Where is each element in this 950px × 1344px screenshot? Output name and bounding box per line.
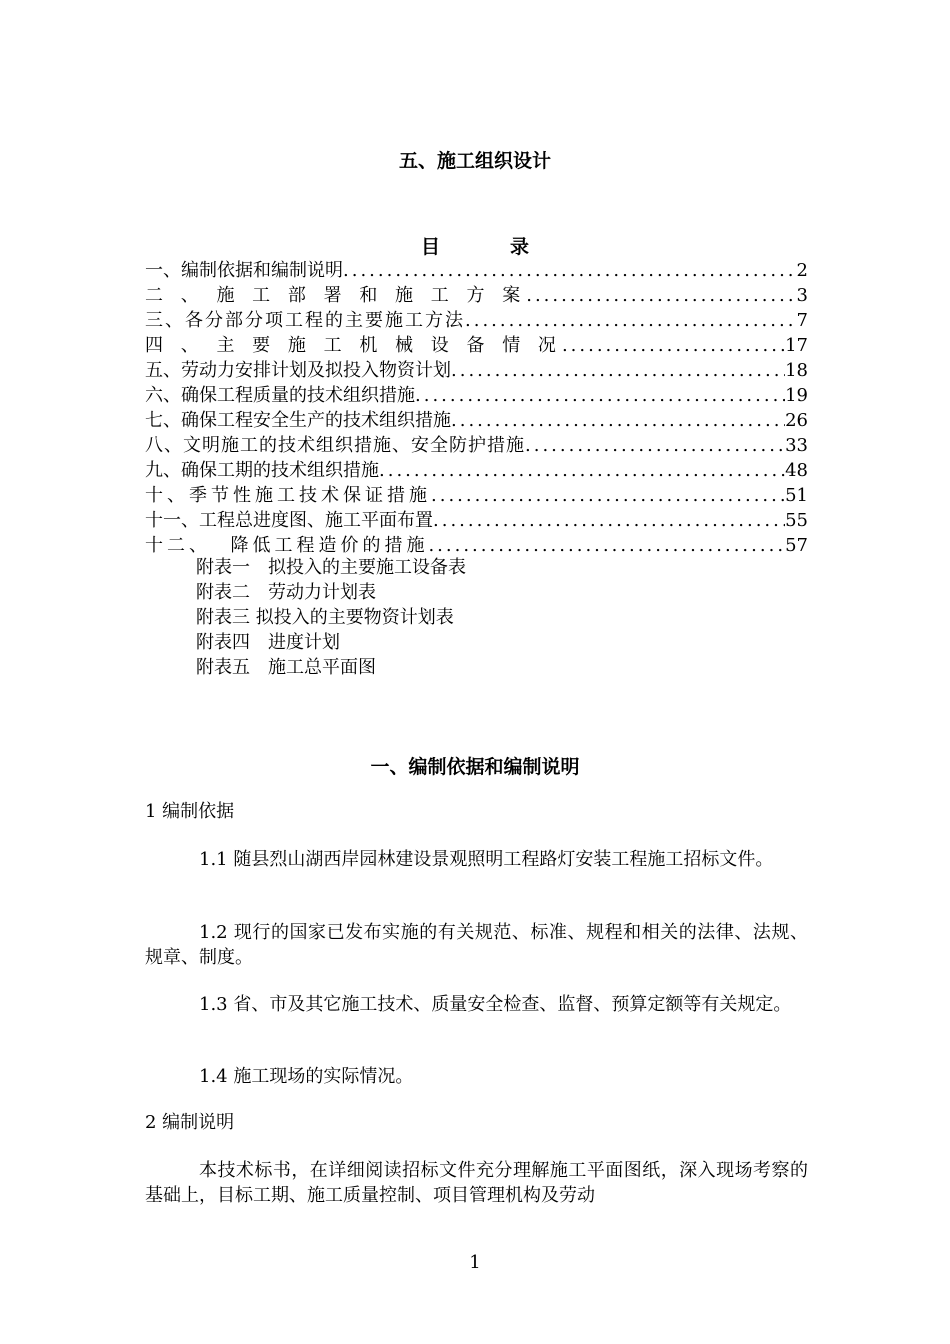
toc-leader-dots <box>415 383 785 408</box>
toc-entry-label: 六、确保工程质量的技术组织措施 <box>145 385 415 406</box>
toc-leader-dots <box>465 308 797 333</box>
toc-entry-page: 48 <box>785 460 808 481</box>
toc-entry-page: 19 <box>785 385 808 406</box>
toc-entry-label: 五、劳动力安排计划及拟投入物资计划 <box>145 360 451 381</box>
table-of-contents <box>145 258 808 558</box>
toc-entry[interactable] <box>145 408 808 433</box>
toc-entry[interactable] <box>145 458 808 483</box>
toc-entry-page: 7 <box>796 310 808 331</box>
toc-entry-label: 四 、 主 要 施 工 机 械 设 备 情 况 <box>145 335 562 356</box>
toc-leader-dots <box>431 483 785 508</box>
toc-leader-dots <box>525 433 785 458</box>
subheading-notes: 2 编制说明 <box>145 1112 235 1133</box>
paragraph-2-1: 本技术标书，在详细阅读招标文件充分理解施工平面图纸，深入现场考察的基础上，目标工期、施工质量控制、项目管理机构及劳动 <box>145 1160 808 1206</box>
toc-entry-page: 33 <box>785 435 808 456</box>
toc-entry-label: 十二、 降低工程造价的措施 <box>145 535 429 556</box>
paragraph-1-2: 1.2 现行的国家已发布实施的有关规范、标准、规程和相关的法律、法规、规章、制度。 <box>145 922 808 968</box>
toc-entry-label: 三、各分部分项工程的主要施工方法 <box>145 310 465 331</box>
subheading-basis: 1 编制依据 <box>145 801 235 822</box>
toc-entry[interactable] <box>145 308 808 333</box>
toc-entry-label: 九、确保工期的技术组织措施 <box>145 460 379 481</box>
appendix-list <box>196 555 466 680</box>
appendix-item: 附表一 拟投入的主要施工设备表 <box>196 557 466 578</box>
toc-entry-label: 七、确保工程安全生产的技术组织措施 <box>145 410 451 431</box>
toc-entry[interactable] <box>145 258 808 283</box>
toc-entry[interactable] <box>145 383 808 408</box>
appendix-item: 附表五 施工总平面图 <box>196 657 376 678</box>
toc-entry[interactable] <box>145 433 808 458</box>
toc-entry-page: 55 <box>785 510 808 531</box>
paragraph-1-3: 1.3 省、市及其它施工技术、质量安全检查、监督、预算定额等有关规定。 <box>199 994 792 1015</box>
toc-leader-dots <box>562 333 785 358</box>
toc-entry[interactable] <box>145 358 808 383</box>
toc-leader-dots <box>343 258 797 283</box>
document-title: 五、施工组织设计 <box>398 150 551 172</box>
toc-entry[interactable] <box>145 283 808 308</box>
section-title: 一、编制依据和编制说明 <box>370 756 580 778</box>
appendix-item: 附表二 劳动力计划表 <box>196 582 376 603</box>
paragraph-1-1: 1.1 随县烈山湖西岸园林建设景观照明工程路灯安装工程施工招标文件。 <box>199 849 774 870</box>
toc-leader-dots <box>451 408 785 433</box>
toc-entry-page: 2 <box>796 260 808 281</box>
toc-leader-dots <box>433 508 785 533</box>
toc-heading <box>0 232 950 259</box>
toc-entry-page: 26 <box>785 410 808 431</box>
toc-heading-right: 录 <box>510 236 530 258</box>
toc-entry[interactable] <box>145 483 808 508</box>
paragraph-1-4: 1.4 施工现场的实际情况。 <box>199 1066 414 1087</box>
toc-entry-page: 18 <box>785 360 808 381</box>
toc-entry-label: 八、文明施工的技术组织措施、安全防护措施 <box>145 435 525 456</box>
toc-heading-left: 目 <box>420 236 440 258</box>
toc-leader-dots <box>428 533 785 558</box>
toc-entry-page: 51 <box>785 485 808 506</box>
toc-leader-dots <box>526 283 796 308</box>
toc-entry-label: 十一、工程总进度图、施工平面布置 <box>145 510 433 531</box>
toc-entry-label: 一、编制依据和编制说明 <box>145 260 343 281</box>
toc-entry-label: 十、季节性施工技术保证措施 <box>145 485 431 506</box>
appendix-item: 附表四 进度计划 <box>196 632 340 653</box>
toc-entry-page: 57 <box>785 535 808 556</box>
toc-entry-page: 17 <box>785 335 808 356</box>
toc-entry[interactable] <box>145 508 808 533</box>
toc-leader-dots <box>379 458 785 483</box>
appendix-item: 附表三 拟投入的主要物资计划表 <box>196 607 454 628</box>
toc-entry[interactable] <box>145 333 808 358</box>
toc-leader-dots <box>451 358 785 383</box>
toc-entry-label: 二 、 施 工 部 署 和 施 工 方 案 <box>145 285 527 306</box>
toc-entry-page: 3 <box>796 285 808 306</box>
page-number: 1 <box>469 1252 481 1273</box>
